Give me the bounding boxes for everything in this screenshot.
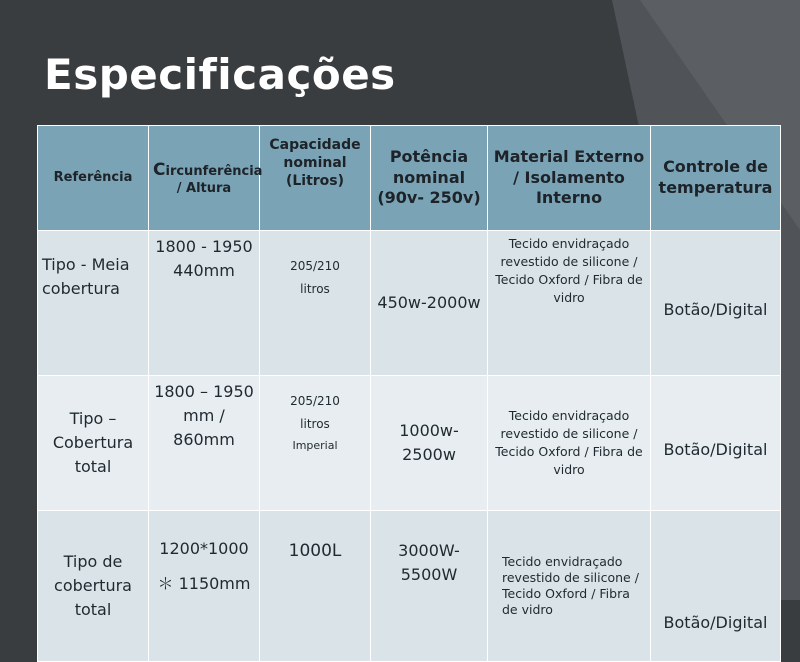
cap-line-2: litros bbox=[300, 281, 330, 296]
circ-line-1: 1200*1000 bbox=[159, 539, 249, 558]
cell-potencia: 1000w-2500w bbox=[371, 376, 488, 511]
cap-line-1: 205/210 bbox=[290, 394, 340, 408]
circ-line-2: 440mm bbox=[173, 261, 235, 280]
header-potencia: Potência nominal (90v- 250v) bbox=[371, 126, 488, 231]
cell-referencia: Tipo - Meia cobertura bbox=[38, 231, 149, 376]
cap-line-1: 205/210 bbox=[290, 259, 340, 273]
table-row bbox=[38, 231, 781, 376]
cell-material: Tecido envidraçado revestido de silicone / Tecido Oxford / Fibra de vidro bbox=[488, 231, 651, 376]
cell-material: Tecido envidraçado revestido de silicone / Tecido Oxford / Fibra de vidro bbox=[488, 376, 651, 511]
cell-controle: Botão/Digital bbox=[651, 511, 781, 662]
cell-referencia: Tipo – Cobertura total bbox=[38, 376, 149, 511]
circ-line-2: ＊ 1150mm bbox=[157, 574, 251, 594]
cell-circunferencia bbox=[149, 511, 260, 662]
table-row bbox=[38, 511, 781, 662]
circ-line-1: 1800 - 1950 bbox=[155, 237, 253, 256]
header-circunferencia: Circunferência / Altura bbox=[149, 126, 260, 231]
cell-potencia: 450w-2000w bbox=[371, 231, 488, 376]
specifications-table bbox=[37, 125, 781, 662]
cell-capacidade: 1000L bbox=[260, 511, 371, 662]
cell-referencia: Tipo de cobertura total bbox=[38, 511, 149, 662]
cell-circunferencia bbox=[149, 231, 260, 376]
cap-line-3: Imperial bbox=[292, 438, 338, 452]
cell-controle: Botão/Digital bbox=[651, 376, 781, 511]
page-title: Especificações bbox=[44, 50, 396, 99]
header-material: Material Externo / Isolamento Interno bbox=[488, 126, 651, 231]
header-referencia: Referência bbox=[38, 126, 149, 231]
header-capacidade: Capacidade nominal (Litros) bbox=[260, 126, 371, 231]
cell-controle: Botão/Digital bbox=[651, 231, 781, 376]
table-header-row bbox=[38, 126, 781, 231]
cap-line-2: litros bbox=[300, 416, 330, 431]
cell-material: Tecido envidraçado revestido de silicone / Tecido Oxford / Fibra de vidro bbox=[488, 511, 651, 662]
header-controle: Controle de temperatura bbox=[651, 126, 781, 231]
cell-circunferencia: 1800 – 1950 mm / 860mm bbox=[149, 376, 260, 511]
cell-capacidade bbox=[260, 231, 371, 376]
cell-capacidade bbox=[260, 376, 371, 511]
table-row bbox=[38, 376, 781, 511]
cell-potencia: 3000W-5500W bbox=[371, 511, 488, 662]
